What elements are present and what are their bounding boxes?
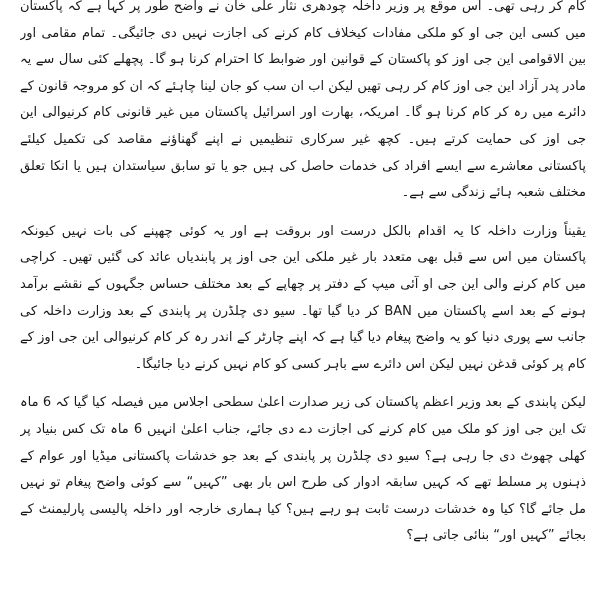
article-paragraph-2: یقیناً وزارت داخلہ کا یہ اقدام بالکل درست اور بروقت ہے اور یہ کوئی چھپنے کی بات نہیں کیونکہ پاکستان میں اس سے قبل بھی متعدد بار غیر ملکی این جی اوز پر پابندیاں عائد کی گئیں تھیں۔ کراچی میں کام کرنے والی این جی او آئی میپ کے دفتر پر چھاپے کے بعد مختلف حساس جگہوں کے نقشے برآمد ہونے کے بعد اسے پاکستان میں BAN کر دیا گیا تھا۔ سیو دی چلڈرن پر پابندی کے بعد وزارت داخلہ کی جانب سے پوری دنیا کو یہ واضح پیغام دیا گیا ہے کہ اپنے چارٹر کے اندر رہ کر کام کرنیوالی این جی اوز کے کام پر کوئی قدغن نہیں لیکن اس دائرے سے باہر کسی کو کام نہیں کرنے دیا جائیگا۔ bbox=[20, 223, 586, 372]
article-paragraph-3: لیکن پابندی کے بعد وزیر اعظم پاکستان کی زیر صدارت اعلیٰ سطحی اجلاس میں فیصلہ کیا گیا کہ 6 ماہ تک این جی اوز کو ملک میں کام کرنے کی اجازت دے دی جائے، جناب اعلیٰ انہیں 6 ماہ تک کس بنیاد پر کھلی چھوٹ دی جا رہی ہے؟ سیو دی چلڈرن پر پابندی کے بعد جو خدشات پاکستانی میڈیا اور عوام کے ذہنوں پر مسلط تھے کہ کہیں سابقہ ادوار کی طرح اس بار بھی ”کہیں“ سے کوئی واضح پیغام تو نہیں مل جائے گا؟ کیا وہ خدشات درست ثابت ہو رہے ہیں؟ کیا ہماری خارجہ اور داخلہ پالیسی پارلیمنٹ کے بجائے ”کہیں اور“ بنائی جاتی ہے؟ bbox=[20, 395, 586, 544]
article-paragraph-1: کام کر رہی تھی۔ اس موقع پر وزیر داخلہ چودھری نثار علی خان نے واضح طور پر کہا ہے کہ پاکستان میں کسی این جی او کو ملکی مفادات کیخلاف کام کرنے کی اجازت نہیں دی جائیگی۔ تمام مقامی اور بین الاقوامی این جی اوز کو پاکستان کے قوانین اور ضوابط کا احترام کرنا ہو گا۔ پچھلے کئی سال سے یہ مادر پدر آزاد این جی اوز کام کر رہی تھیں لیکن اب ان سب کو جان لینا چاہئے کہ ان کو مروجہ قانون کے دائرے میں رہ کر کام کرنا ہو گا۔ امریکہ، بھارت اور اسرائیل پاکستان میں غیر قانونی کام کرنیوالی این جی اوز کی حمایت کرتے ہیں۔ کچھ غیر سرکاری تنظیمیں نے اپنے گھناؤنے مقاصد کی تکمیل کیلئے پاکستانی معاشرے سے ایسے افراد کی خدمات حاصل کی ہیں جو یا تو سابق سیاستدان ہیں یا انکا تعلق مختلف شعبہ ہائے زندگی سے ہے۔ bbox=[20, 0, 586, 201]
article-body bbox=[20, 0, 586, 600]
